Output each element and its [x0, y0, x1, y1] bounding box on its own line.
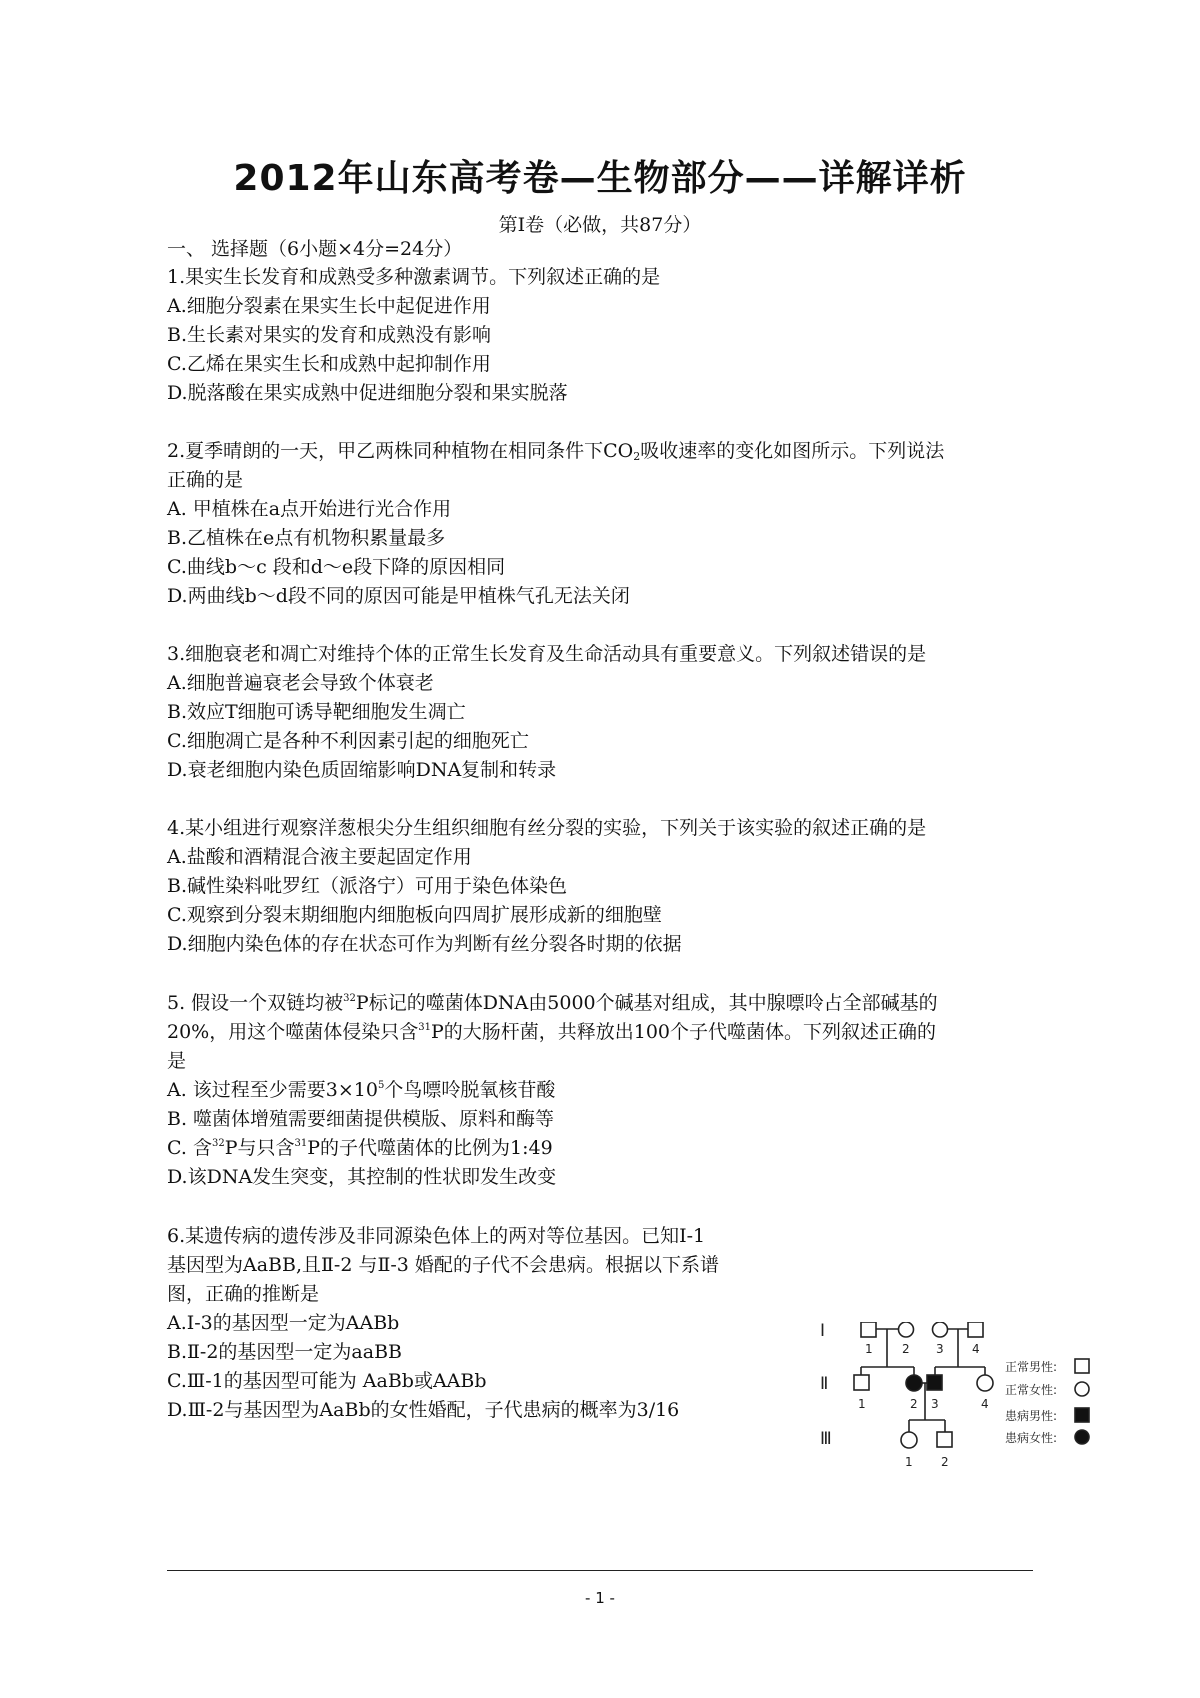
q2-option-c: C.曲线b～c 段和d～e段下降的原因相同: [167, 556, 506, 578]
q5-c-mid: P与只含: [224, 1137, 295, 1159]
q5-option-a: [167, 1077, 555, 1103]
q5-a-sup: 5: [378, 1080, 385, 1091]
q2-stem-line2: 正确的是: [167, 469, 244, 491]
legend-affected-male-label: 患病男性:: [1005, 1409, 1058, 1423]
pedigree-label-i2: 2: [902, 1342, 910, 1356]
q4-stem: 4.某小组进行观察洋葱根尖分生组织细胞有丝分裂的实验，下列关于该实验的叙述正确的是: [167, 817, 927, 839]
q5-option-c: [167, 1135, 553, 1161]
pedigree-label-ii4: 4: [981, 1397, 989, 1411]
pedigree-ii2-affected-female: [906, 1375, 922, 1391]
pedigree-iii2-normal-male: [937, 1432, 952, 1447]
q6-option-c: C.Ⅲ-1的基因型可能为 AaBb或AABb: [167, 1370, 487, 1392]
q5-option-d: D.该DNA发生突变，其控制的性状即发生改变: [167, 1166, 557, 1188]
page-number: - 1 -: [585, 1589, 615, 1607]
q6-stem-line2: 基因型为AaBB,且Ⅱ-2 与Ⅱ-3 婚配的子代不会患病。根据以下系谱: [167, 1254, 719, 1276]
q2-stem-line1: [167, 438, 944, 464]
pedigree-generation-i: Ⅰ: [820, 1322, 826, 1341]
q2-option-b: B.乙植株在e点有机物积累量最多: [167, 527, 446, 549]
q1-option-d: D.脱落酸在果实成熟中促进细胞分裂和果实脱落: [167, 382, 568, 404]
legend-normal-male-symbol: [1075, 1359, 1089, 1373]
q4-option-c: C.观察到分裂末期细胞内细胞板向四周扩展形成新的细胞壁: [167, 904, 662, 926]
q2-co2-subscript: 2: [633, 450, 641, 463]
legend-affected-female-symbol: [1075, 1430, 1089, 1444]
q6-stem-line1: 6.某遗传病的遗传涉及非同源染色体上的两对等位基因。已知Ⅰ-1: [167, 1225, 706, 1247]
section-heading: 一、 选择题（6小题×4分=24分）: [167, 238, 463, 260]
q5-stem-line3: 是: [167, 1050, 187, 1072]
q1-option-c: C.乙烯在果实生长和成熟中起抑制作用: [167, 353, 491, 375]
pedigree-generation-iii: Ⅲ: [820, 1429, 832, 1449]
legend-normal-male-label: 正常男性:: [1005, 1360, 1058, 1374]
q3-option-b: B.效应T细胞可诱导靶细胞发生凋亡: [167, 701, 466, 723]
legend-affected-male-symbol: [1075, 1408, 1089, 1422]
pedigree-generation-ii: Ⅱ: [820, 1374, 829, 1394]
q5-c-sup2: 31: [294, 1138, 308, 1149]
section-subtitle: 第Ⅰ卷（必做，共87分）: [498, 214, 702, 236]
pedigree-ii1-normal-male: [854, 1375, 869, 1390]
q5-l2-sup: 31: [418, 1022, 431, 1033]
pedigree-label-ii1: 1: [858, 1397, 866, 1411]
q6-option-b: B.Ⅱ-2的基因型一定为aaBB: [167, 1341, 403, 1363]
q1-option-b: B.生长素对果实的发育和成熟没有影响: [167, 324, 492, 346]
q5-stem-line1: [167, 990, 938, 1016]
pedigree-label-ii2: 2: [910, 1397, 918, 1411]
pedigree-label-iii2: 2: [941, 1455, 949, 1469]
q5-a-pre: A. 该过程至少需要3×10: [167, 1079, 378, 1101]
q5-l2-post: P的大肠杆菌，共释放出100个子代噬菌体。下列叙述正确的: [430, 1021, 937, 1043]
pedigree-label-i3: 3: [936, 1342, 944, 1356]
q2-stem-text: 2.夏季晴朗的一天，甲乙两株同种植物在相同条件下CO: [167, 440, 634, 462]
q1-stem: 1.果实生长发育和成熟受多种激素调节。下列叙述正确的是: [167, 266, 661, 288]
pedigree-label-iii1: 1: [905, 1455, 913, 1469]
pedigree-i4-normal-male: [968, 1322, 983, 1337]
q6-option-d: D.Ⅲ-2与基因型为AaBb的女性婚配，子代患病的概率为3/16: [167, 1399, 680, 1421]
pedigree-ii3-affected-male: [927, 1375, 942, 1390]
q4-option-b: B.碱性染料吡罗红（派洛宁）可用于染色体染色: [167, 875, 568, 897]
q2-option-a: A. 甲植株在a点开始进行光合作用: [167, 498, 452, 520]
q4-option-a: A.盐酸和酒精混合液主要起固定作用: [167, 846, 472, 868]
pedigree-iii1-normal-female: [901, 1432, 917, 1448]
q4-option-d: D.细胞内染色体的存在状态可作为判断有丝分裂各时期的依据: [167, 933, 682, 955]
pedigree-i2-normal-female: [899, 1322, 914, 1337]
pedigree-diagram: [820, 1322, 1100, 1507]
footer-divider: [167, 1570, 1033, 1571]
q5-c-pre: C. 含: [167, 1137, 212, 1159]
pedigree-ii4-normal-female: [977, 1375, 993, 1391]
legend-normal-female-symbol: [1075, 1382, 1089, 1396]
pedigree-label-i4: 4: [972, 1342, 980, 1356]
pedigree-label-i1: 1: [865, 1342, 873, 1356]
q5-l1-pre: 5. 假设一个双链均被: [167, 992, 344, 1014]
q5-c-post: P的子代噬菌体的比例为1:49: [307, 1137, 553, 1159]
page-title: 2012年山东高考卷—生物部分——详解详析: [233, 158, 967, 199]
q2-option-d: D.两曲线b～d段不同的原因可能是甲植株气孔无法关闭: [167, 585, 630, 607]
q2-stem-text-post: 吸收速率的变化如图所示。下列说法: [640, 440, 945, 462]
q3-option-a: A.细胞普遍衰老会导致个体衰老: [167, 672, 434, 694]
pedigree-i3-normal-female: [933, 1322, 948, 1337]
pedigree-i1-normal-male: [861, 1322, 876, 1337]
legend-affected-female-label: 患病女性:: [1005, 1431, 1058, 1445]
q5-stem-line2: [167, 1019, 936, 1045]
q5-l1-sup: 32: [343, 993, 356, 1004]
q5-c-sup1: 32: [211, 1138, 225, 1149]
q3-stem: 3.细胞衰老和凋亡对维持个体的正常生长发育及生命活动具有重要意义。下列叙述错误的是: [167, 643, 927, 665]
q5-a-post: 个鸟嘌呤脱氧核苷酸: [384, 1079, 556, 1101]
q5-option-b: B. 噬菌体增殖需要细菌提供模版、原料和酶等: [167, 1108, 555, 1130]
q6-stem-line3: 图，正确的推断是: [167, 1283, 320, 1305]
legend-normal-female-label: 正常女性:: [1005, 1383, 1058, 1397]
q5-l1-post: P标记的噬菌体DNA由5000个碱基对组成，其中腺嘌呤占全部碱基的: [355, 992, 938, 1014]
q5-l2-pre: 20%，用这个噬菌体侵染只含: [167, 1021, 419, 1043]
q3-option-d: D.衰老细胞内染色质固缩影响DNA复制和转录: [167, 759, 557, 781]
pedigree-label-ii3: 3: [931, 1397, 939, 1411]
q3-option-c: C.细胞凋亡是各种不利因素引起的细胞死亡: [167, 730, 529, 752]
q6-option-a: A.Ⅰ-3的基因型一定为AABb: [167, 1312, 400, 1334]
q1-option-a: A.细胞分裂素在果实生长中起促进作用: [167, 295, 491, 317]
